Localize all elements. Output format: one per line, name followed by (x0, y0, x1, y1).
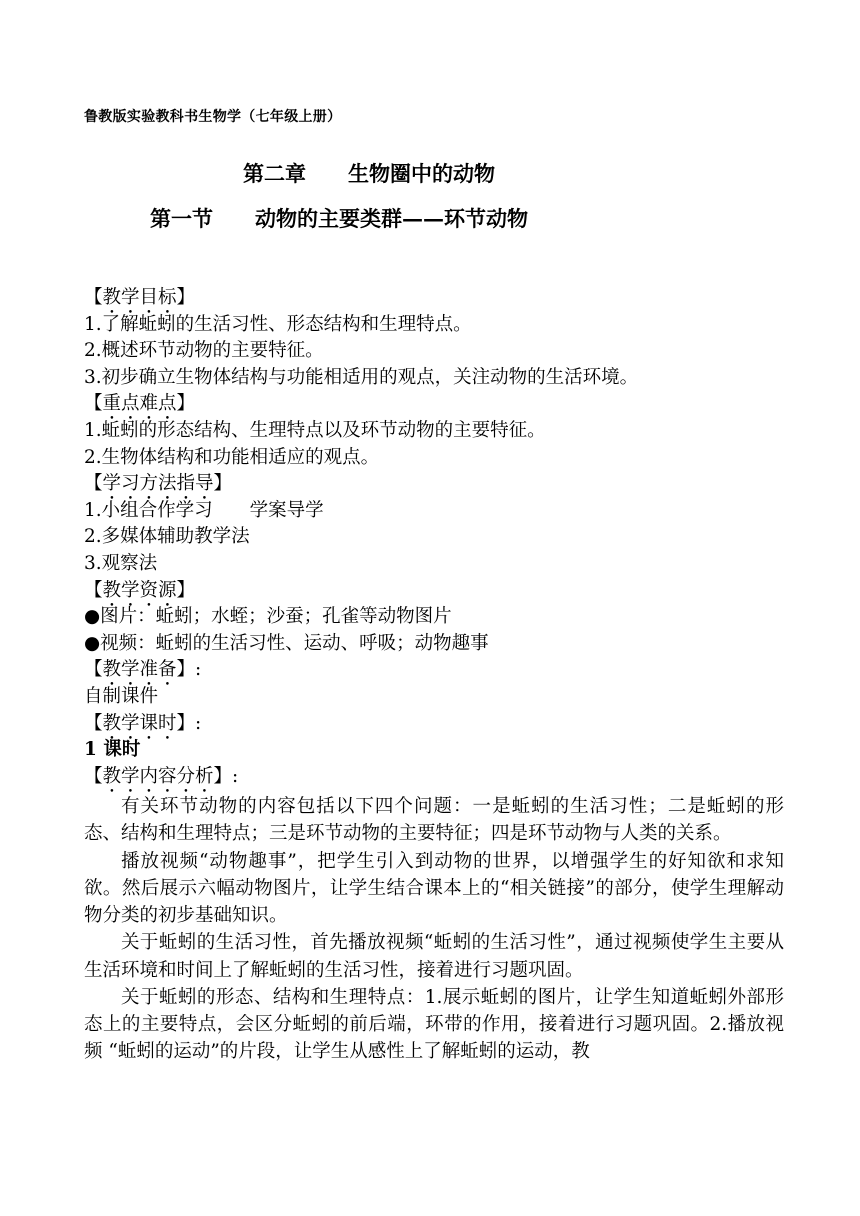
bracket-open: 【 (84, 287, 103, 308)
analysis-paragraph: 关于蚯蚓的形态、结构和生理特点：1.展示蚯蚓的图片，让学生知道蚯蚓外部形态上的主要特点，会区分蚯蚓的前后端，环带的作用，接着进行习题巩固。2.播放视频 “蚯蚓的运动”的片段，让学生从感性上了解蚯蚓的运动，教 (84, 986, 784, 1063)
bracket-open: 【 (84, 765, 103, 787)
key-points-heading-label: 重点难点 (102, 393, 177, 415)
analysis-paragraph: 播放视频“动物趣事”，把学生引入到动物的世界，以增强学生的好知欲和求知欲。然后展示六幅动物图片，让学生结合课本上的“相关链接”的部分，使学生理解动物分类的初步基础知识。 (84, 850, 784, 927)
section-title: 第一节 动物的主要类群——环节动物 (150, 206, 528, 231)
bracket-close: 】: (176, 659, 202, 681)
analysis-heading (84, 764, 784, 791)
preparation-item: 自制课件 (84, 685, 159, 707)
bracket-close: 】 (213, 473, 233, 495)
goal-item: 3.初步确立生物体结构与功能相适用的观点，关注动物的生活环境。 (84, 366, 639, 388)
bracket-close: 】 (176, 579, 196, 601)
book-header: 鲁教版实验教科书生物学（七年级上册） (84, 109, 342, 125)
method-item: 3.观察法 (84, 552, 158, 574)
bracket-close: 】 (176, 393, 196, 415)
resource-item: ●图片：蚯蚓；水蛭；沙蚕；孔雀等动物图片 (84, 606, 452, 628)
methods-heading (84, 471, 784, 498)
bracket-close: 】 (176, 287, 196, 308)
chapter-title: 第二章 生物圈中的动物 (243, 161, 495, 186)
goal-item: 1.了解蚯蚓的生活习性、形态结构和生理特点。 (84, 313, 472, 335)
preparation-heading (84, 657, 784, 684)
resource-item: ●视频：蚯蚓的生活习性、运动、呼吸；动物趣事 (84, 632, 489, 654)
bracket-close: 】: (213, 765, 239, 787)
bracket-open: 【 (84, 579, 103, 601)
goals-heading-label: 教学目标 (102, 287, 177, 308)
key-point-item: 1.蚯蚓的形态结构、生理特点以及环节动物的主要特征。 (84, 419, 546, 441)
goals-heading (84, 285, 784, 312)
bracket-open: 【 (84, 659, 103, 681)
method-item: 1.小组合作学习 学案导学 (84, 499, 324, 521)
analysis-paragraph: 关于蚯蚓的生活习性，首先播放视频“蚯蚓的生活习性”，通过视频使学生主要从生活环境和时间上了解蚯蚓的生活习性，接着进行习题巩固。 (84, 932, 784, 981)
hours-item: 1 课时 (84, 739, 141, 761)
key-point-item: 2.生物体结构和功能相适应的观点。 (84, 446, 380, 468)
bracket-close: 】: (176, 712, 202, 734)
method-item: 2.多媒体辅助教学法 (84, 526, 250, 548)
bracket-open: 【 (84, 393, 103, 415)
bracket-open: 【 (84, 712, 103, 734)
analysis-paragraph: 有关环节动物的内容包括以下四个问题：一是蚯蚓的生活习性；二是蚯蚓的形态、结构和生理特点；三是环节动物的主要特征；四是环节动物与人类的关系。 (84, 796, 784, 845)
document-body (84, 285, 784, 1065)
key-points-heading (84, 391, 784, 418)
goal-item: 2.概述环节动物的主要特征。 (84, 340, 324, 362)
resources-heading (84, 578, 784, 605)
analysis-heading-label: 教学内容分析 (102, 765, 214, 787)
preparation-heading-label: 教学准备 (102, 659, 177, 681)
hours-heading-label: 教学课时 (102, 712, 177, 734)
hours-heading (84, 711, 784, 738)
bracket-open: 【 (84, 473, 103, 495)
methods-heading-label: 学习方法指导 (102, 473, 214, 495)
resources-heading-label: 教学资源 (102, 579, 177, 601)
